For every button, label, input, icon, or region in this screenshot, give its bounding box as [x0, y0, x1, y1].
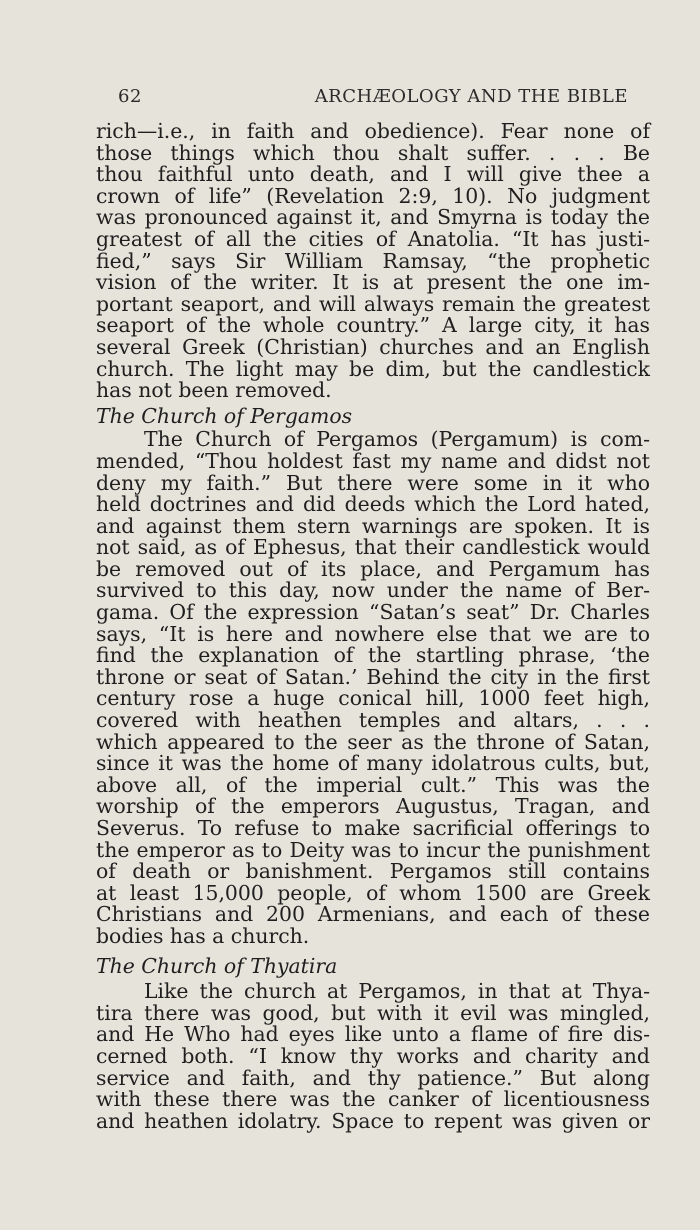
section-heading-pergamos: The Church of Pergamos [96, 403, 353, 428]
text-line: be removed out of its place, and Pergamum has [96, 556, 650, 581]
text-line: service and faith, and thy patience.” But along [96, 1065, 650, 1090]
text-line: of death or banishment. Pergamos still contains [96, 859, 650, 884]
section-heading-thyatira: The Church of Thyatira [96, 953, 338, 978]
page-body [96, 121, 650, 1132]
text-line: which appeared to the seer as the throne of Satan, [96, 729, 650, 754]
text-line: greatest of all the cities of Anatolia. “It has justi- [96, 226, 650, 251]
text-line: survived to this day, now under the name of Ber- [96, 578, 650, 603]
text-line: deny my faith.” But there were some in it who [96, 470, 650, 495]
paragraph-pergamos [96, 429, 650, 947]
text-line: Severus. To refuse to make sacrificial offerings to [96, 816, 650, 840]
text-line: throne or seat of Satan.’ Behind the city in the first [96, 664, 650, 689]
text-line: rich—i.e., in faith and obedience). Fear none of [96, 119, 650, 143]
text-line: The Church of Pergamos (Pergamum) is com- [144, 427, 650, 452]
text-line: was pronounced against it, and Smyrna is today the [96, 205, 650, 230]
text-line: crown of life” (Revelation 2:9, 10). No judgment [96, 183, 650, 208]
text-line: seaport of the whole country.” A large city, it has [96, 313, 650, 338]
text-line: cerned both. “I know thy works and charity and [96, 1043, 650, 1068]
text-line: covered with heathen temples and altars, . . . [96, 708, 650, 733]
text-line: thou faithful unto death, and I will give thee a [96, 162, 650, 187]
text-line: vision of the writer. It is at present the one im- [96, 270, 650, 295]
paragraph-thyatira [96, 981, 650, 1132]
text-line: mended, “Thou holdest fast my name and didst not [96, 448, 650, 473]
text-line: not said, as of Ephesus, that their candlestick would [96, 535, 650, 560]
page-number: 62 [118, 86, 142, 107]
text-line: since it was the home of many idolatrous cults, but, [96, 751, 650, 776]
text-line: the emperor as to Deity was to incur the punishment [96, 837, 650, 862]
text-line: Like the church at Pergamos, in that at Thya- [144, 979, 650, 1004]
text-line: several Greek (Christian) churches and an English [96, 334, 650, 359]
text-line: has not been removed. [96, 378, 332, 403]
text-line: bodies has a church. [96, 923, 310, 948]
text-line: held doctrines and did deeds which the Lord hated, [96, 492, 650, 517]
text-line: church. The light may be dim, but the candlestick [96, 356, 650, 381]
text-line: tira there was good, but with it evil was mingled, [96, 1000, 650, 1025]
text-line: those things which thou shalt suffer. . . . Be [96, 140, 650, 165]
text-line: at least 15,000 people, of whom 1500 are Greek [96, 880, 650, 905]
text-line: gama. Of the expression “Satan’s seat” Dr. Charles [96, 600, 650, 625]
text-line: century rose a huge conical hill, 1000 feet high, [96, 686, 650, 711]
text-line: above all, of the imperial cult.” This was the [96, 772, 650, 797]
text-line: Christians and 200 Armenians, and each of these [96, 902, 650, 927]
running-title: ARCHÆOLOGY AND THE BIBLE [314, 86, 628, 107]
text-line: and He Who had eyes like unto a flame of fire dis- [96, 1022, 650, 1047]
text-line: and heathen idolatry. Space to repent was given or [96, 1108, 650, 1133]
text-line: fied,” says Sir William Ramsay, “the prophetic [96, 248, 650, 273]
text-line: and against them stern warnings are spoken. It is [96, 513, 650, 538]
text-line: with these there was the canker of licentiousness [96, 1087, 650, 1112]
text-line: worship of the emperors Augustus, Tragan, and [96, 794, 650, 819]
paragraph-smyrna-ending [96, 121, 650, 402]
text-line: says, “It is here and nowhere else that we are to [96, 621, 650, 646]
text-line: find the explanation of the startling phrase, ‘the [96, 643, 650, 668]
text-line: portant seaport, and will always remain the greatest [96, 291, 650, 316]
